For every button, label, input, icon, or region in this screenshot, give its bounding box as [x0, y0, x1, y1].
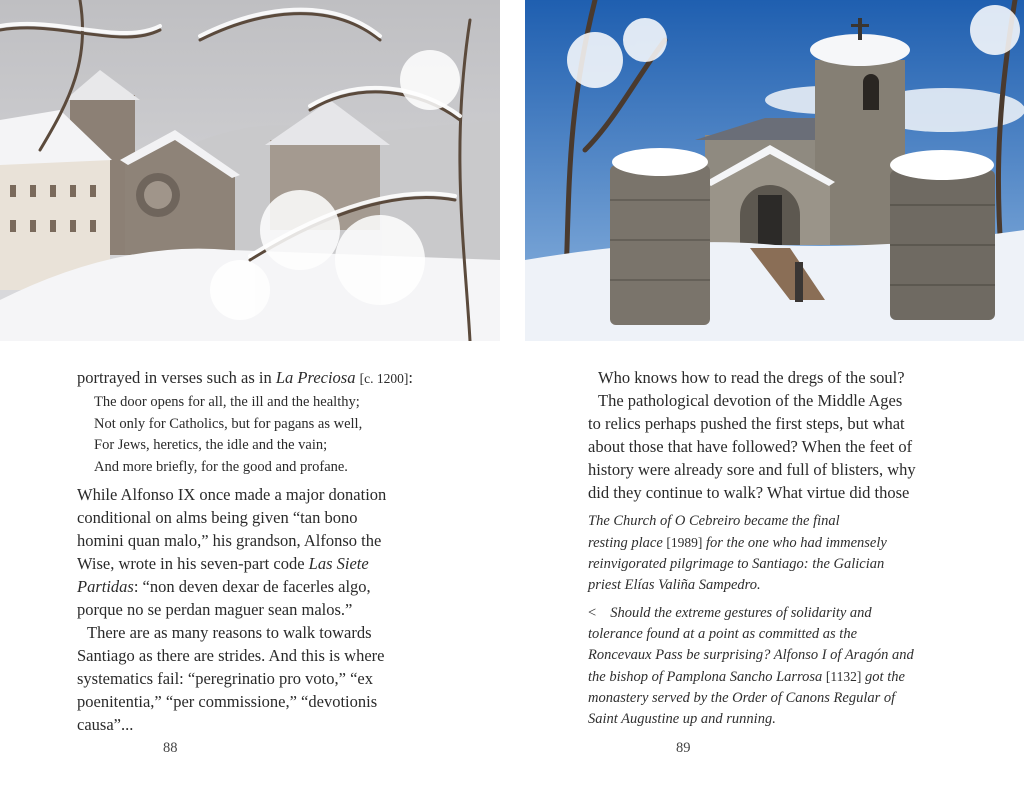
left-body-text	[77, 366, 437, 736]
photo-caption-church	[588, 511, 968, 596]
caption1-date: [1989]	[666, 535, 703, 550]
para1-line: homini quan malo,” his grandson, Alfonso the	[77, 531, 382, 550]
caption-line: Roncevaux Pass be surprising? Alfonso I of Aragón and	[588, 647, 914, 663]
verse-line: And more briefly, for the good and profane.	[94, 458, 348, 475]
photo-caption-monastery	[588, 603, 968, 730]
verse-quote	[77, 392, 437, 478]
caption-line: priest Elías Valiña Sampedro.	[588, 577, 761, 593]
verse-line: Not only for Catholics, but for pagans as well,	[94, 415, 363, 432]
caption1-line2-pre: resting place	[588, 535, 667, 551]
para2-line: systematics fail: “peregrinatio pro voto,” “ex	[77, 669, 373, 688]
caption-line: monastery served by the Order of Canons Regular of	[588, 690, 896, 706]
caption-line	[588, 532, 968, 554]
para1-line	[77, 575, 437, 598]
caption2-line1: Should the extreme gestures of solidarity and	[610, 605, 872, 621]
body-line: did they continue to walk? What virtue did those	[588, 483, 910, 502]
intro-post: :	[408, 368, 413, 387]
page-number-left: 88	[163, 740, 178, 756]
caption-line: reinvigorated pilgrimage to Santiago: the Galician	[588, 556, 885, 572]
code-title-part2: Partidas	[77, 577, 134, 596]
para2-line: poenitentia,” “per commissione,” “devotionis	[77, 692, 378, 711]
para1-line4-pre: Wise, wrote in his seven-part code	[77, 554, 309, 573]
snowy-monastery-photo	[0, 0, 500, 341]
left-arrow-icon: <	[588, 605, 597, 621]
caption-line: Saint Augustine up and running.	[588, 711, 776, 727]
para1-line	[77, 552, 437, 575]
para2-line: There are as many reasons to walk towards	[87, 623, 372, 642]
body-line: Who knows how to read the dregs of the soul?	[598, 368, 905, 387]
caption-line: tolerance found at a point as committed as the	[588, 626, 858, 642]
right-page	[525, 0, 1024, 794]
intro-pre: portrayed in verses such as in	[77, 368, 276, 387]
code-title-part1: Las Siete	[308, 554, 369, 573]
verse-line: For Jews, heretics, the idle and the vain;	[94, 437, 328, 453]
para1-line: conditional on alms being given “tan bono	[77, 508, 358, 527]
caption2-date: [1132]	[825, 669, 862, 684]
para1-line: While Alfonso IX once made a major donation	[77, 485, 387, 504]
body-line: The pathological devotion of the Middle Ages	[598, 391, 903, 410]
para2-line: causa”...	[77, 715, 134, 734]
caption-line: The Church of O Cebreiro became the final	[588, 513, 840, 529]
snowy-church-photo	[525, 0, 1024, 341]
para1-line5-post: : “non deven dexar de facerles algo,	[133, 577, 371, 596]
page-number-right: 89	[676, 740, 691, 756]
caption-line	[588, 603, 968, 624]
body-line: history were already sore and full of blisters, why	[588, 460, 916, 479]
caption1-line2-post: for the one who had immensely	[702, 535, 887, 551]
poem-date: [c. 1200]	[359, 371, 409, 386]
caption-line	[588, 666, 968, 688]
para2-line: Santiago as there are strides. And this is where	[77, 646, 385, 665]
right-body-text	[588, 366, 958, 504]
caption2-line4-pre: the bishop of Pamplona Sancho Larrosa	[588, 669, 826, 685]
body-line: about those that have followed? When the feet of	[588, 437, 913, 456]
left-page	[0, 0, 500, 794]
para1-line: porque no se perdan maguer sean malos.”	[77, 600, 353, 619]
verse-line: The door opens for all, the ill and the healthy;	[94, 394, 360, 410]
body-line: to relics perhaps pushed the first steps, but what	[588, 414, 905, 433]
intro-line	[77, 366, 437, 390]
caption2-line4-post: got the	[861, 669, 905, 685]
poem-title: La Preciosa	[275, 368, 356, 387]
